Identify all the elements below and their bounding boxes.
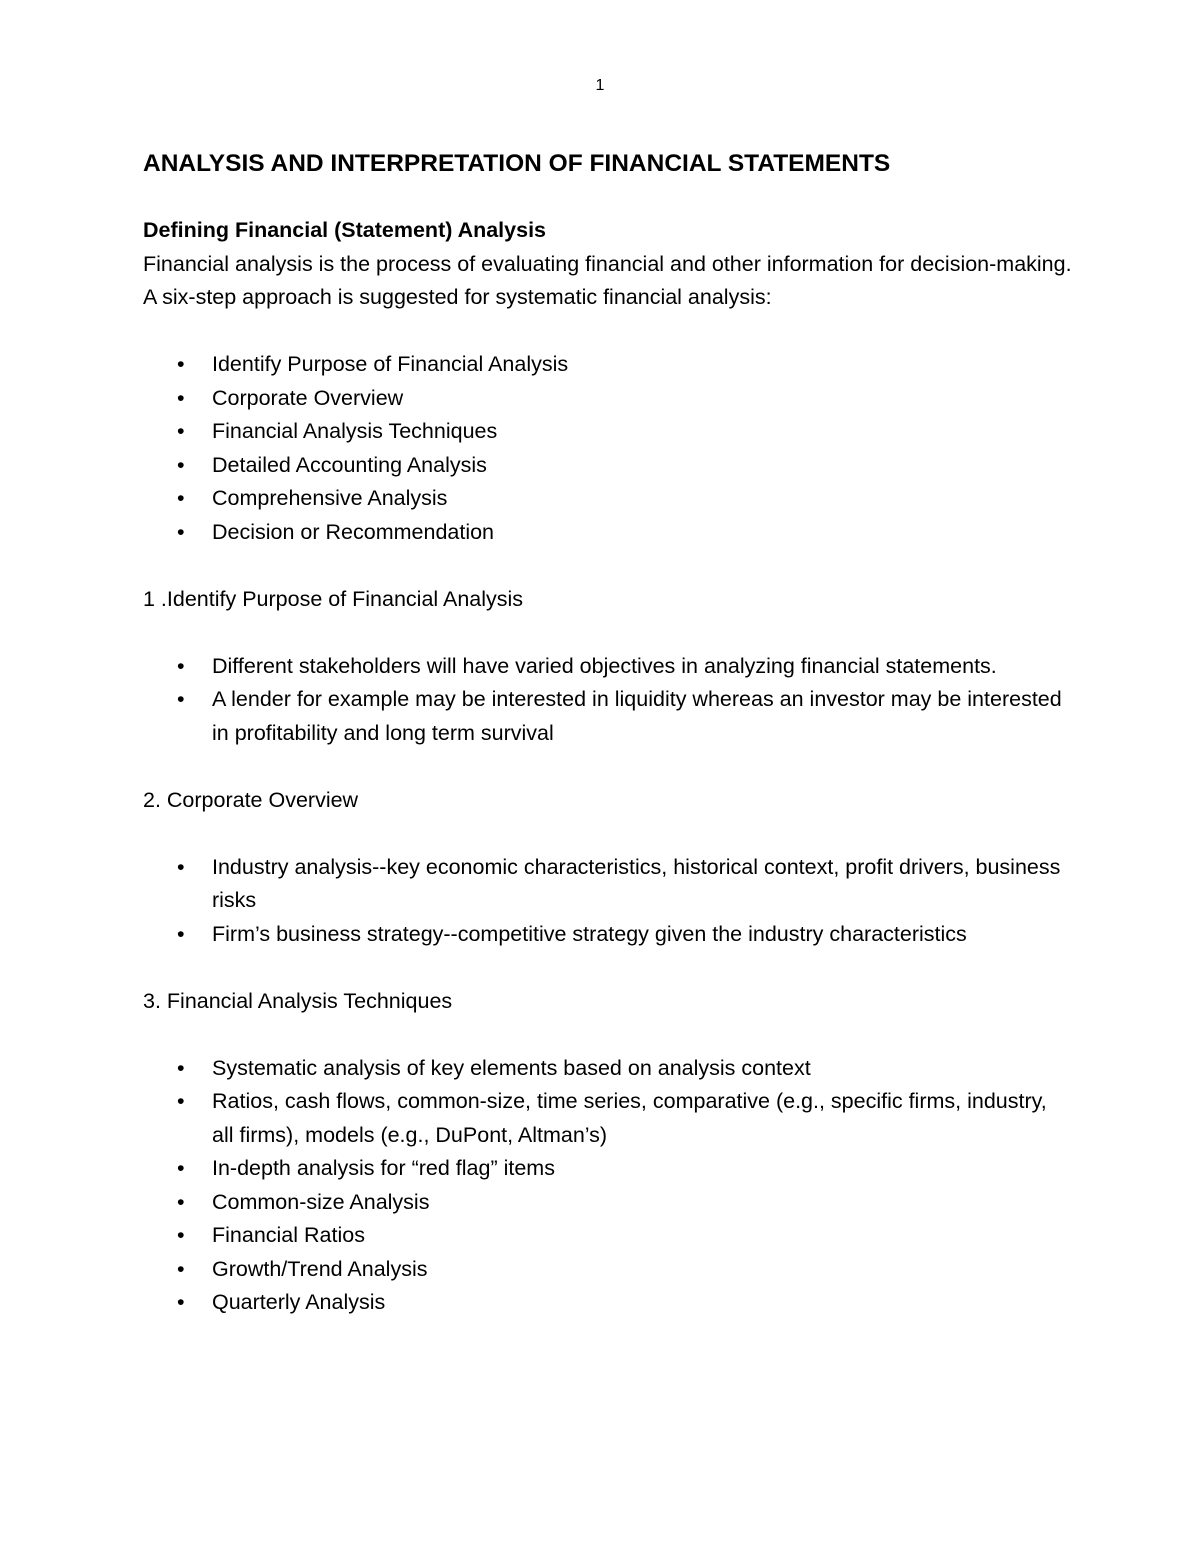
bullet-icon: • <box>177 352 185 376</box>
list-item-text: Quarterly Analysis <box>212 1290 386 1314</box>
six-step-list <box>143 348 1073 549</box>
list-item <box>143 1052 1073 1086</box>
list-item-text: Detailed Accounting Analysis <box>212 452 487 477</box>
list-item <box>143 415 1073 449</box>
bullet-icon: • <box>177 1189 185 1214</box>
techniques-list <box>143 1052 1073 1320</box>
document-body <box>143 148 1073 1320</box>
bullet-icon: • <box>177 385 185 410</box>
intro-approach: A six-step approach is suggested for systematic financial analysis: <box>143 285 772 309</box>
bullet-icon: • <box>177 854 185 879</box>
intro-heading: Defining Financial (Statement) Analysis <box>143 218 546 242</box>
spacer <box>143 616 1073 650</box>
bullet-icon: • <box>177 519 185 544</box>
list-item <box>143 482 1073 516</box>
list-item-text: Ratios, cash flows, common-size, time series, comparative (e.g., specific firms, industry, all firms), models (e.g., DuPont, Altman’s) <box>212 1089 1047 1147</box>
spacer <box>143 1018 1073 1052</box>
list-item-text: In-depth analysis for “red flag” items <box>212 1156 555 1180</box>
list-item <box>143 650 1073 684</box>
section-heading-corporate-overview: 2. Corporate Overview <box>143 787 359 812</box>
spacer <box>143 549 1073 583</box>
bullet-icon: • <box>177 1156 185 1180</box>
list-item-text: Financial Analysis Techniques <box>212 419 498 443</box>
bullet-icon: • <box>177 1055 185 1080</box>
list-item <box>143 382 1073 416</box>
list-item <box>143 683 1073 750</box>
list-item-text: Common-size Analysis <box>212 1189 430 1214</box>
list-item <box>143 1152 1073 1186</box>
intro-definition: Financial analysis is the process of evaluating financial and other information for decision-making. <box>143 251 1072 276</box>
purpose-list <box>143 650 1073 751</box>
bullet-icon: • <box>177 419 185 443</box>
spacer <box>143 951 1073 985</box>
bullet-icon: • <box>177 687 185 711</box>
list-item-text: A lender for example may be interested in liquidity whereas an investor may be interested in profitability and long term survival <box>212 687 1062 745</box>
list-item-text: Different stakeholders will have varied objectives in analyzing financial statements. <box>212 653 997 678</box>
document-title: ANALYSIS AND INTERPRETATION OF FINANCIAL STATEMENTS <box>143 150 891 177</box>
spacer <box>143 315 1073 349</box>
list-item-text: Systematic analysis of key elements based on analysis context <box>212 1055 811 1080</box>
list-item <box>143 449 1073 483</box>
list-item <box>143 348 1073 382</box>
list-item-text: Identify Purpose of Financial Analysis <box>212 352 569 376</box>
list-item-text: Comprehensive Analysis <box>212 486 448 510</box>
bullet-icon: • <box>177 1223 185 1247</box>
list-item <box>143 1186 1073 1220</box>
list-item-text: Corporate Overview <box>212 385 404 410</box>
spacer <box>143 817 1073 851</box>
bullet-icon: • <box>177 1089 185 1113</box>
bullet-icon: • <box>177 653 185 678</box>
bullet-icon: • <box>177 1290 185 1314</box>
list-item-text: Industry analysis--key economic characteristics, historical context, profit drivers, business risks <box>212 854 1061 912</box>
list-item-text: Decision or Recommendation <box>212 519 495 544</box>
list-item-text: Growth/Trend Analysis <box>212 1256 428 1281</box>
list-item-text: Firm’s business strategy--competitive strategy given the industry characteristics <box>212 921 967 946</box>
list-item <box>143 1286 1073 1320</box>
list-item <box>143 1253 1073 1287</box>
corporate-overview-list <box>143 851 1073 952</box>
spacer <box>143 750 1073 784</box>
list-item <box>143 1085 1073 1152</box>
page-number: 1 <box>595 77 605 94</box>
list-item <box>143 516 1073 550</box>
section-heading-purpose: 1 .Identify Purpose of Financial Analysis <box>143 586 524 611</box>
section-heading-techniques: 3. Financial Analysis Techniques <box>143 988 453 1013</box>
list-item <box>143 1219 1073 1253</box>
bullet-icon: • <box>177 1256 185 1281</box>
list-item <box>143 851 1073 918</box>
bullet-icon: • <box>177 452 185 477</box>
list-item-text: Financial Ratios <box>212 1223 365 1247</box>
bullet-icon: • <box>177 921 185 946</box>
list-item <box>143 918 1073 952</box>
bullet-icon: • <box>177 486 185 510</box>
